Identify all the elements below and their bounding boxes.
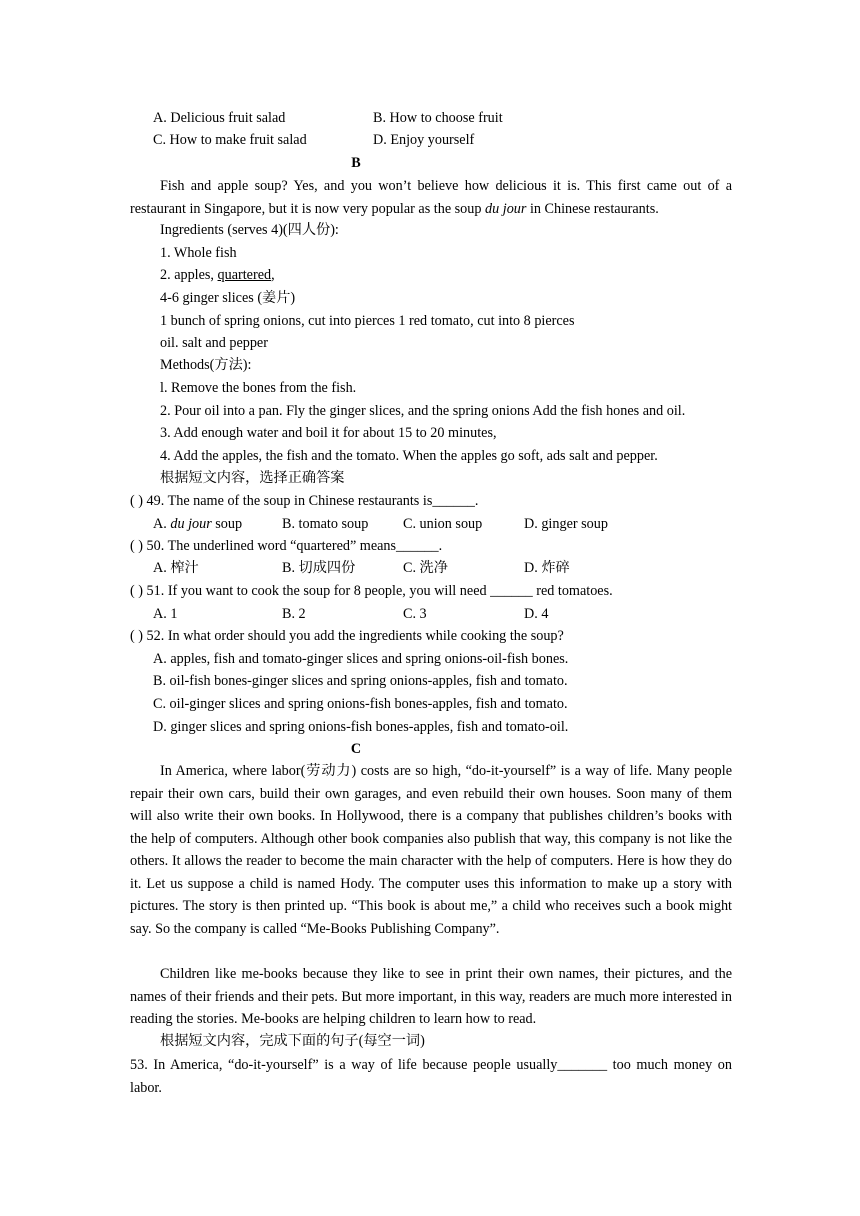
ingredient-2-suffix: ,: [271, 267, 275, 283]
option-c-text: C. How to make fruit salad: [153, 132, 307, 148]
q49-option-c: C. union soup: [403, 516, 483, 532]
q50-option-b: B. 切成四份: [282, 560, 356, 576]
ingredient-2: [160, 266, 275, 284]
ingredient-5: oil. salt and pepper: [160, 335, 268, 351]
question-53: 53. In America, “do-it-yourself” is a way of life because people usually_______ too much money on labor.: [130, 1057, 732, 1096]
q49-option-a-label: A.: [153, 516, 171, 532]
method-2: 2. Pour oil into a pan. Fly the ginger slices, and the spring onions Add the fish hones and oil.: [160, 403, 686, 419]
section-c-heading: C: [350, 741, 362, 757]
q49-option-a-italic: du jour: [170, 516, 212, 532]
section-c-instruction: 根据短文内容，完成下面的句子(每空一词): [160, 1033, 425, 1049]
intro-text-part-2: in Chinese restaurants.: [526, 200, 659, 217]
section-b-heading: B: [351, 155, 361, 171]
q52-option-b: B. oil-fish bones-ginger slices and spring onions-apples, fish and tomato.: [153, 673, 568, 689]
q49-option-a-rest: soup: [211, 516, 243, 532]
underlined-word: quartered: [217, 267, 272, 283]
methods-title: Methods(方法):: [160, 357, 252, 373]
option-a-text: A. Delicious fruit salad: [153, 110, 286, 126]
ingredient-4: 1 bunch of spring onions, cut into pierces 1 red tomato, cut into 8 pierces: [160, 313, 575, 329]
q50-option-d: D. 炸碎: [524, 560, 570, 576]
q52-option-c: C. oil-ginger slices and spring onions-fish bones-apples, fish and tomato.: [153, 696, 568, 712]
option-b-text: B. How to choose fruit: [373, 110, 503, 126]
section-b-intro: [130, 175, 732, 220]
method-1: l. Remove the bones from the fish.: [160, 380, 357, 396]
ingredients-title: Ingredients (serves 4)(四人份):: [160, 222, 339, 238]
question-49: ( ) 49. The name of the soup in Chinese restaurants is______.: [130, 493, 479, 509]
ingredient-3: 4-6 ginger slices (姜片): [160, 290, 296, 306]
q50-option-a: A. 榨汁: [153, 560, 199, 576]
section-c-paragraph-1: In America, where labor(劳动力) costs are so high, “do-it-yourself” is a way of life. Many people repair their own cars, build their own garages, and even rebuild their own houses. Soon many of them will also write their own books. In Hollywood, there is a company that publishes children’s books with the help of computers. Although other book companies also publish that way, this company is not like the others. It allows the reader to become the main character with the help of computers. Here is how they do it. Let us suppose a child is named Hody. The computer uses this information to make up a story with pictures. The story is then printed up. “This book is about me,” a child who receives such a book might say. So the company is called “Me-Books Publishing Company”.: [130, 763, 732, 937]
q52-option-d: D. ginger slices and spring onions-fish bones-apples, fish and tomato-oil.: [153, 719, 569, 735]
q51-option-c: C. 3: [403, 606, 427, 622]
question-51: ( ) 51. If you want to cook the soup for 8 people, you will need ______ red tomatoes.: [130, 583, 613, 599]
question-52: ( ) 52. In what order should you add the ingredients while cooking the soup?: [130, 628, 564, 644]
method-4: 4. Add the apples, the fish and the tomato. When the apples go soft, ads salt and pepper.: [160, 448, 658, 464]
q49-option-a: [153, 515, 242, 533]
option-d-text: D. Enjoy yourself: [373, 132, 475, 148]
q49-option-b: B. tomato soup: [282, 516, 369, 532]
q51-option-b: B. 2: [282, 606, 306, 622]
section-c-paragraph-2: Children like me-books because they like to see in print their own names, their pictures, and the names of their friends and their pets. But more important, in this way, readers are much more interested in reading the stories. Me-books are helping children to learn how to read.: [130, 966, 732, 1028]
section-b-instruction: 根据短文内容，选择正确答案: [160, 470, 345, 486]
method-3: 3. Add enough water and boil it for about 15 to 20 minutes,: [160, 425, 497, 441]
q52-option-a: A. apples, fish and tomato-ginger slices and spring onions-oil-fish bones.: [153, 651, 569, 667]
q51-option-d: D. 4: [524, 606, 549, 622]
q51-option-a: A. 1: [153, 606, 178, 622]
question-50: ( ) 50. The underlined word “quartered” means______.: [130, 538, 443, 554]
q49-option-d: D. ginger soup: [524, 516, 608, 532]
ingredient-2-prefix: 2. apples,: [160, 267, 218, 283]
intro-italic-term: du jour: [485, 200, 527, 217]
intro-text-part-1: Fish and apple soup? Yes, and you won’t believe how delicious it is. This first came out of a restaurant in Singapore, but it is now very popular as the soup: [130, 178, 732, 217]
q50-option-c: C. 洗净: [403, 560, 448, 576]
ingredient-1: 1. Whole fish: [160, 245, 237, 261]
